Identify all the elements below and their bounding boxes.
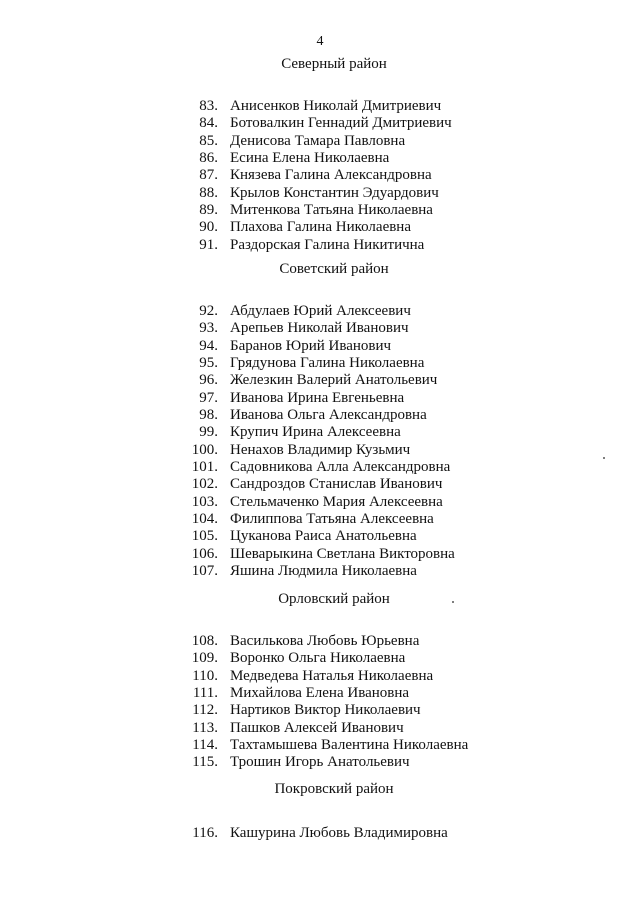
entry-number: 86. (199, 150, 218, 167)
entry-name: Нартиков Виктор Николаевич (230, 702, 421, 719)
list-item (158, 303, 640, 320)
entry-number: 115. (192, 754, 218, 771)
entry-number: 95. (199, 355, 218, 372)
entry-number: 116. (192, 825, 218, 841)
entry-name: Медведева Наталья Николаевна (230, 667, 434, 684)
page-number: 4 (316, 34, 324, 49)
list-item (158, 511, 640, 528)
list-item (158, 563, 640, 580)
list-item (158, 633, 640, 650)
list-item (158, 237, 640, 254)
entry-name: Крылов Константин Эдуардович (230, 184, 439, 201)
section-pokrovsky (0, 780, 640, 842)
entry-number: 84. (199, 115, 218, 132)
entry-name: Филиппова Татьяна Алексеевна (230, 511, 434, 528)
list-item (158, 150, 640, 167)
entry-number: 93. (199, 320, 218, 337)
entry-name: Василькова Любовь Юрьевна (230, 633, 420, 649)
entry-name: Раздорская Галина Никитична (230, 236, 425, 253)
entry-name: Воронко Ольга Николаевна (230, 650, 406, 667)
list-item (158, 442, 640, 459)
entry-name: Есина Елена Николаевна (230, 150, 390, 167)
entry-number: 114. (192, 737, 218, 754)
entry-name: Арепьев Николай Иванович (230, 320, 409, 337)
entry-number: 112. (192, 702, 218, 719)
entry-number: 89. (199, 202, 218, 219)
list-item (158, 355, 640, 372)
list-item (158, 390, 640, 407)
list-item (158, 546, 640, 563)
entry-name: Цуканова Раиса Анатольевна (230, 528, 417, 545)
entry-name: Садовникова Алла Александровна (230, 459, 451, 476)
list-item (158, 115, 640, 132)
entry-name: Пашков Алексей Иванович (230, 719, 404, 736)
list-item (158, 528, 640, 545)
list-item (158, 407, 640, 424)
list-item (158, 476, 640, 493)
entry-number: 90. (199, 219, 218, 236)
entry-name: Сандроздов Станислав Иванович (230, 476, 443, 493)
entry-number: 85. (199, 132, 218, 149)
entry-name: Денисова Тамара Павловна (230, 132, 406, 149)
entry-number: 101. (191, 459, 218, 476)
entry-number: 108. (191, 633, 218, 649)
entry-name: Князева Галина Александровна (230, 167, 432, 184)
list-item (158, 185, 640, 202)
entry-name: Железкин Валерий Анатольевич (230, 372, 438, 389)
list-item (158, 702, 640, 719)
entry-name: Ботовалкин Геннадий Дмитриевич (230, 115, 452, 132)
entry-name: Абдулаев Юрий Алексеевич (230, 303, 411, 319)
section-title: Покровский район (274, 781, 394, 797)
entry-name: Плахова Галина Николаевна (230, 219, 411, 236)
list-item (158, 338, 640, 355)
list-item (158, 668, 640, 685)
list-item (158, 320, 640, 337)
entry-name: Шеварыкина Светлана Викторовна (230, 545, 455, 562)
entry-number: 109. (191, 650, 218, 667)
section-orlovsky (0, 590, 640, 772)
list-item (158, 167, 640, 184)
list-item (158, 424, 640, 441)
list-item (158, 737, 640, 754)
list-item (158, 754, 640, 771)
entry-number: 99. (199, 424, 218, 441)
entry-number: 105. (191, 528, 218, 545)
entry-name: Тахтамышева Валентина Николаевна (230, 737, 469, 754)
section-title: Северный район (281, 56, 387, 72)
entry-list (158, 825, 640, 842)
entry-number: 103. (191, 493, 218, 510)
entry-name: Крупич Ирина Алексеевна (230, 424, 401, 441)
section-sovetsky (0, 260, 640, 581)
entry-name: Кашурина Любовь Владимировна (230, 825, 448, 841)
list-item (158, 219, 640, 236)
list-item (158, 650, 640, 667)
entry-number: 87. (199, 167, 218, 184)
entry-name: Баранов Юрий Иванович (230, 337, 392, 354)
entry-name: Грядунова Галина Николаевна (230, 355, 425, 372)
entry-name: Иванова Ольга Александровна (230, 407, 427, 424)
entry-number: 94. (199, 337, 218, 354)
section-severny (0, 55, 640, 254)
entry-number: 113. (192, 719, 218, 736)
entry-name: Ненахов Владимир Кузьмич (230, 441, 411, 458)
entry-list (158, 633, 640, 772)
entry-name: Иванова Ирина Евгеньевна (230, 389, 405, 406)
entry-name: Яшина Людмила Николаевна (230, 563, 417, 580)
entry-number: 107. (191, 563, 218, 580)
list-item (158, 98, 640, 115)
entry-name: Трошин Игорь Анатольевич (230, 754, 410, 771)
entry-number: 97. (199, 389, 218, 406)
entry-number: 102. (191, 476, 218, 493)
entry-number: 92. (199, 303, 218, 319)
entry-list (158, 98, 640, 254)
entry-number: 91. (199, 236, 218, 253)
entry-number: 98. (199, 407, 218, 424)
entry-number: 83. (199, 98, 218, 114)
entry-number: 110. (192, 667, 218, 684)
entry-number: 96. (199, 372, 218, 389)
list-item (158, 372, 640, 389)
entry-list (158, 303, 640, 581)
entry-number: 100. (191, 441, 218, 458)
list-item (158, 825, 640, 842)
entry-name: Анисенков Николай Дмитриевич (230, 98, 442, 114)
scan-speck (452, 601, 454, 603)
list-item (158, 202, 640, 219)
entry-name: Михайлова Елена Ивановна (230, 685, 410, 702)
section-title: Советский район (279, 261, 389, 277)
list-item (158, 494, 640, 511)
entry-number: 106. (191, 545, 218, 562)
list-item (158, 685, 640, 702)
entry-number: 111. (192, 685, 218, 702)
section-title: Орловский район (278, 591, 390, 607)
scan-speck (603, 457, 605, 459)
entry-name: Стельмаченко Мария Алексеевна (230, 493, 443, 510)
entry-number: 88. (199, 184, 218, 201)
list-item (158, 459, 640, 476)
entry-number: 104. (191, 511, 218, 528)
list-item (158, 720, 640, 737)
entry-name: Митенкова Татьяна Николаевна (230, 202, 433, 219)
list-item (158, 133, 640, 150)
